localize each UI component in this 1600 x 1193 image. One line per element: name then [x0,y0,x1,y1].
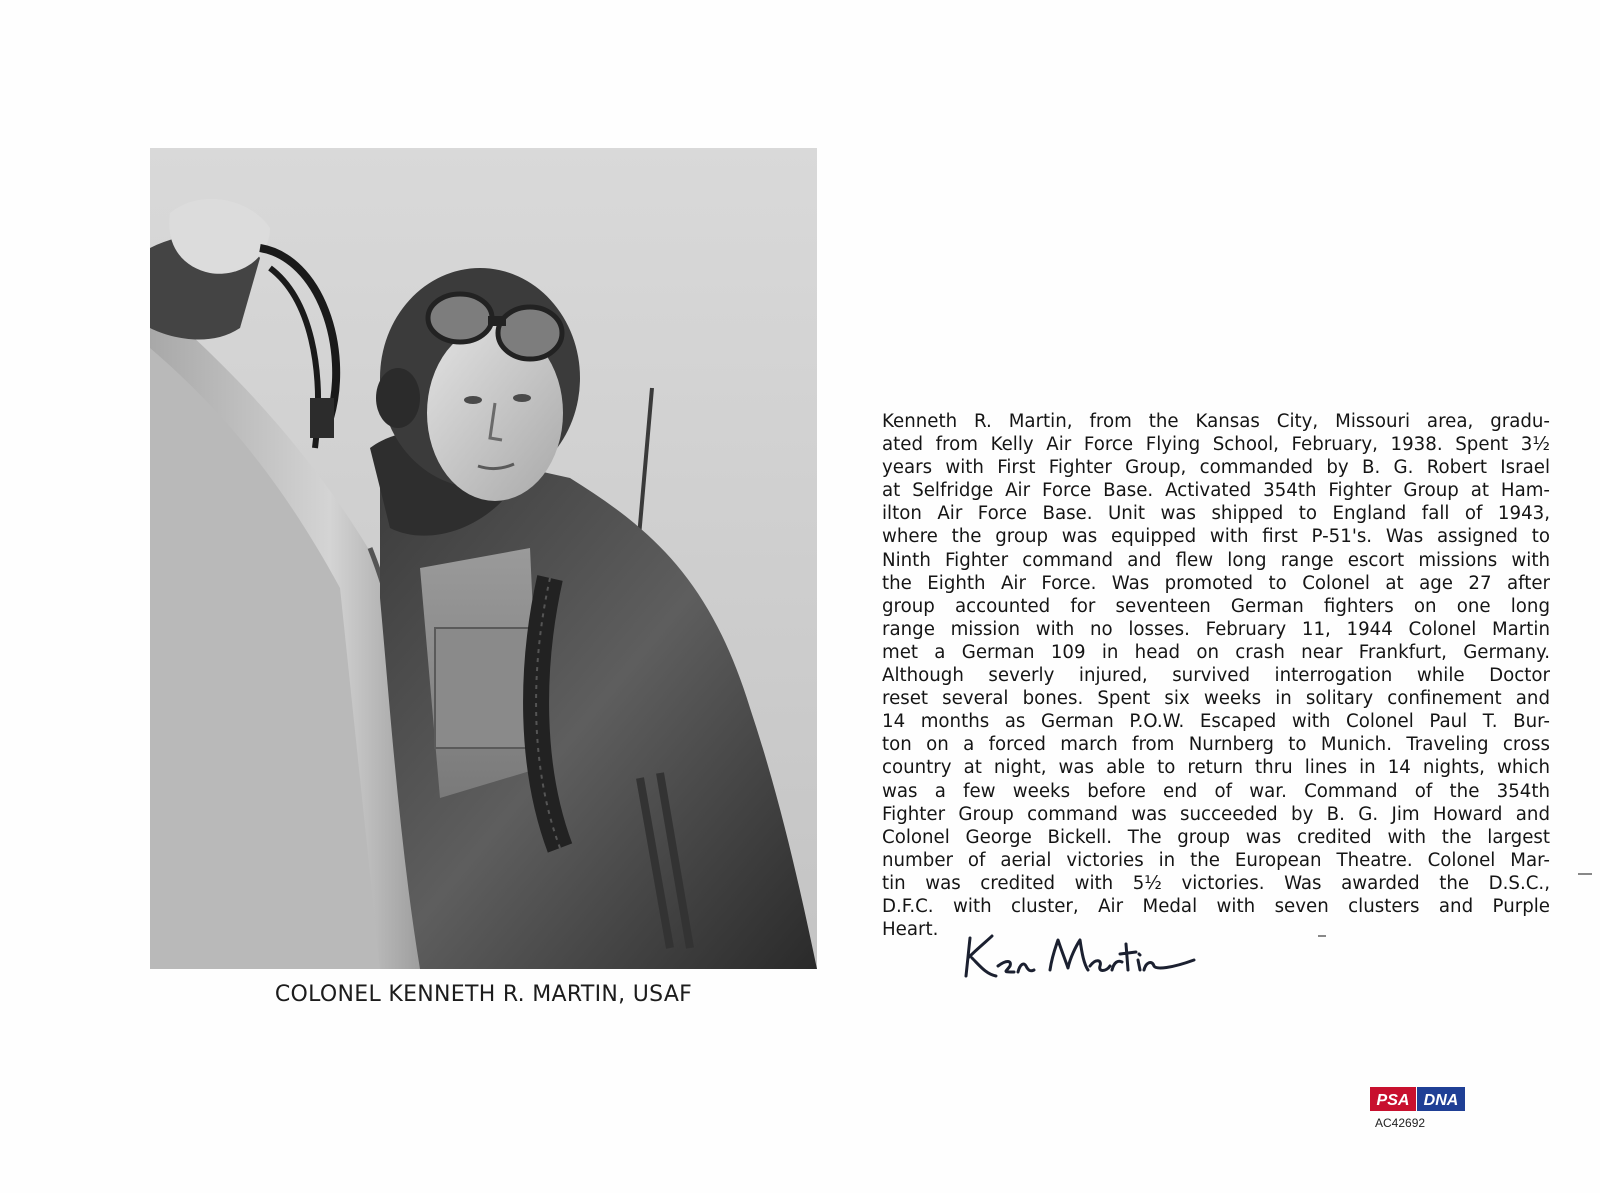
bio-line: Ninth Fighter command and flew long range escort missions with [882,549,1550,571]
photo-caption: COLONEL KENNETH R. MARTIN, USAF [274,982,693,1007]
bio-line: met a German 109 in head on crash near Frankfurt, Germany. [882,641,1550,663]
bio-line: range mission with no losses. February 11, 1944 Colonel Martin [882,618,1550,640]
bio-line: tin was credited with 5½ victories. Was awarded the D.S.C., [882,872,1550,894]
bio-line: ated from Kelly Air Force Flying School, February, 1938. Spent 3½ [882,434,1550,456]
bio-line: group accounted for seventeen German fighters on one long [882,595,1550,617]
svg-text:PSA: PSA [1376,1092,1410,1109]
biography-text [882,410,1550,941]
authentication-code: AC42692 [1375,1116,1426,1130]
bio-line: years with First Fighter Group, commanded by B. G. Robert Israel [882,457,1550,479]
bio-line: Heart. [882,919,939,941]
bio-line: was a few weeks before end of war. Command of the 354th [882,780,1550,802]
bio-line: ilton Air Force Base. Unit was shipped to England fall of 1943, [882,503,1550,525]
portrait-illustration [150,148,817,969]
bio-line: number of aerial victories in the European Theatre. Colonel Mar- [882,849,1550,871]
scan-mark [1318,935,1326,937]
handwritten-signature [962,926,1202,986]
svg-text:DNA: DNA [1423,1092,1459,1109]
bio-line: 14 months as German P.O.W. Escaped with Colonel Paul T. Bur- [882,711,1550,733]
bio-line: country at night, was able to return thru lines in 14 nights, which [882,757,1550,779]
bio-line: Although severly injured, survived interrogation while Doctor [882,665,1550,687]
bio-line: Kenneth R. Martin, from the Kansas City, Missouri area, gradu- [882,411,1550,432]
bio-line: reset several bones. Spent six weeks in solitary confinement and [882,688,1550,710]
pilot-portrait-photo [150,148,817,969]
bio-line: Colonel George Bickell. The group was credited with the largest [882,826,1550,848]
bio-line: at Selfridge Air Force Base. Activated 354th Fighter Group at Ham- [882,480,1550,502]
bio-line: where the group was equipped with first P-51's. Was assigned to [882,526,1550,548]
bio-line: D.F.C. with cluster, Air Medal with seven clusters and Purple [882,895,1550,917]
bio-line: the Eighth Air Force. Was promoted to Colonel at age 27 after [882,572,1550,594]
psa-dna-logo [1370,1087,1465,1111]
scan-mark [1578,873,1592,875]
bio-line: ton on a forced march from Nurnberg to Munich. Traveling cross [882,734,1550,756]
bio-line: Fighter Group command was succeeded by B. G. Jim Howard and [882,803,1550,825]
